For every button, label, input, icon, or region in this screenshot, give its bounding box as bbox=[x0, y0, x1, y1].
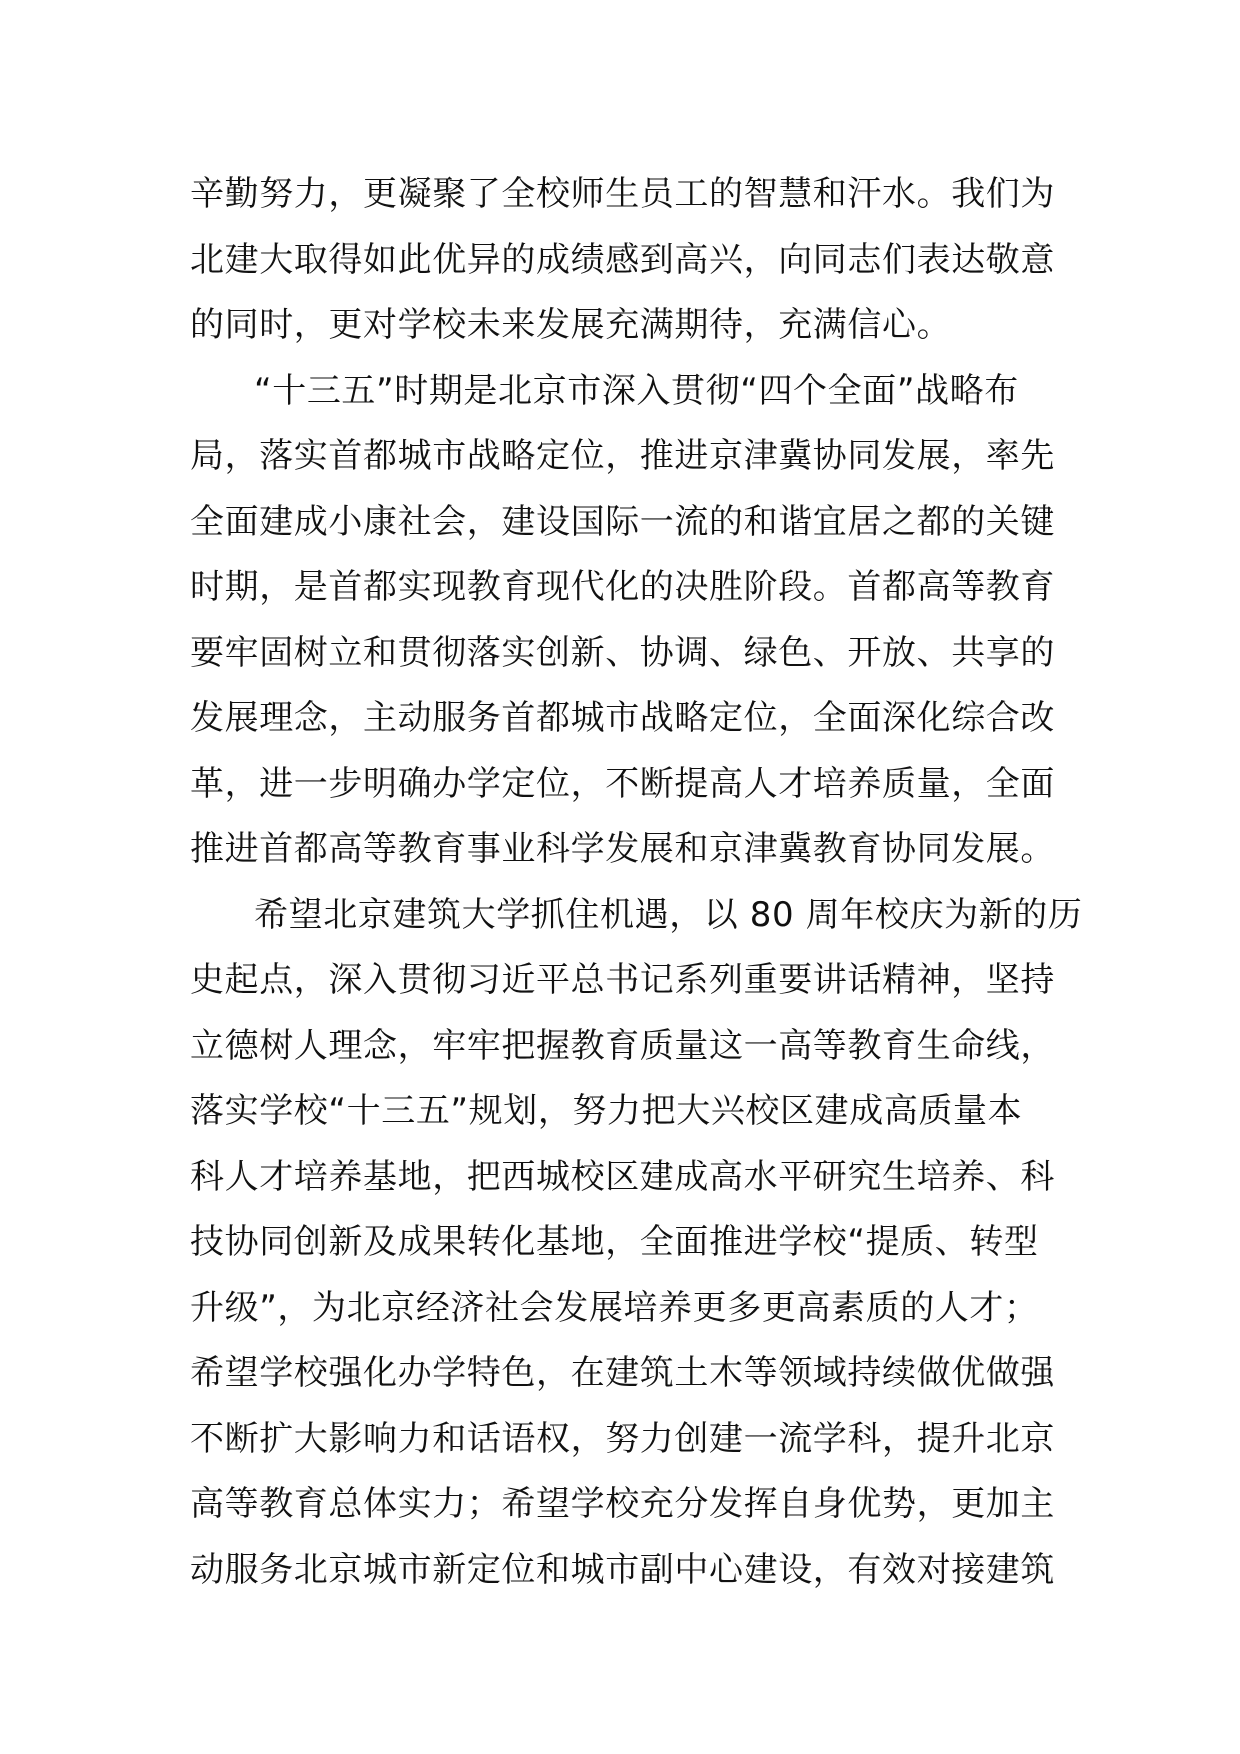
text-line: 北建大取得如此优异的成绩感到高兴，向同志们表达敬意 bbox=[190, 239, 1055, 280]
body-text bbox=[190, 162, 1090, 1603]
text-line: 史起点，深入贯彻习近平总书记系列重要讲话精神，坚持 bbox=[190, 960, 1055, 1000]
text-line: 辛勤努力，更凝聚了全校师生员工的智慧和汗水。我们为 bbox=[190, 174, 1055, 214]
text-line: 全面建成小康社会，建设国际一流的和谐宜居之都的关键 bbox=[190, 501, 1055, 542]
text-line: 落实学校“十三五”规划，努力把大兴校区建成高质量本 bbox=[190, 1091, 1023, 1131]
text-line: 动服务北京城市新定位和城市副中心建设，有效对接建筑 bbox=[190, 1549, 1055, 1590]
text-line: 立德树人理念，牢牢把握教育质量这一高等教育生命线， bbox=[190, 1025, 1055, 1066]
text-line: 发展理念，主动服务首都城市战略定位，全面深化综合改 bbox=[190, 698, 1055, 738]
paragraph-2 bbox=[190, 359, 1090, 883]
text-line: 推进首都高等教育事业科学发展和京津冀教育协同发展。 bbox=[190, 829, 1055, 869]
paragraph-3 bbox=[190, 883, 1090, 1604]
text-line: 的同时，更对学校未来发展充满期待，充满信心。 bbox=[190, 305, 952, 345]
text-line: 科人才培养基地，把西城校区建成高水平研究生培养、科 bbox=[190, 1156, 1055, 1197]
paragraph-1 bbox=[190, 162, 1090, 359]
text-line: 希望北京建筑大学抓住机遇，以 80 周年校庆为新的历 bbox=[254, 894, 1083, 935]
text-line: 时期，是首都实现教育现代化的决胜阶段。首都高等教育 bbox=[190, 567, 1055, 607]
text-line: 高等教育总体实力；希望学校充分发挥自身优势，更加主 bbox=[190, 1484, 1055, 1524]
text-line: 升级”，为北京经济社会发展培养更多更高素质的人才； bbox=[190, 1287, 1039, 1328]
text-line: 局，落实首都城市战略定位，推进京津冀协同发展，率先 bbox=[190, 436, 1055, 476]
text-line: 不断扩大影响力和话语权，努力创建一流学科，提升北京 bbox=[190, 1418, 1055, 1459]
text-line: “十三五”时期是北京市深入贯彻“四个全面”战略布 bbox=[254, 370, 1019, 411]
text-line: 技协同创新及成果转化基地，全面推进学校“提质、转型 bbox=[190, 1222, 1039, 1262]
text-line: 革，进一步明确办学定位，不断提高人才培养质量，全面 bbox=[190, 763, 1055, 804]
text-line: 希望学校强化办学特色，在建筑土木等领域持续做优做强 bbox=[190, 1353, 1055, 1393]
text-line: 要牢固树立和贯彻落实创新、协调、绿色、开放、共享的 bbox=[190, 632, 1055, 673]
